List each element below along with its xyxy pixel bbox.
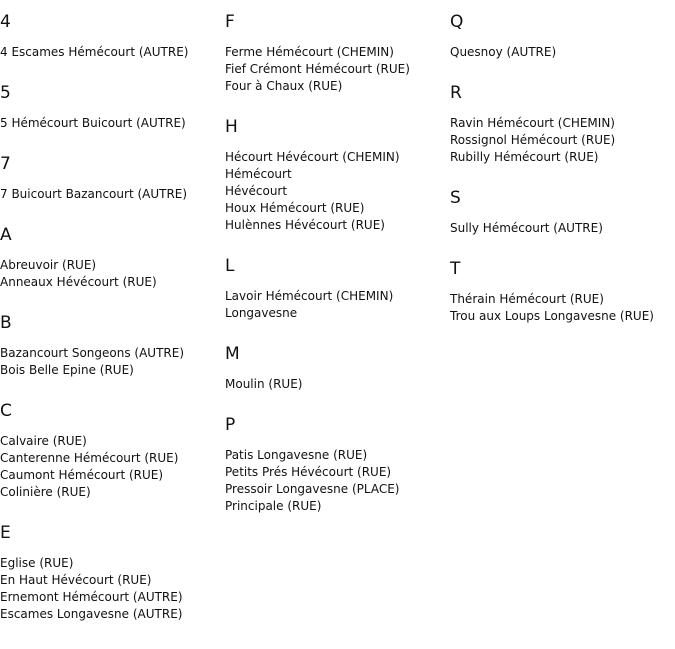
letter-heading: 7: [0, 154, 11, 174]
street-list: [450, 220, 675, 237]
street-link[interactable]: Quesnoy (AUTRE): [450, 45, 557, 59]
street-list-item: [450, 291, 675, 308]
street-list-item: [0, 467, 225, 484]
street-list-item: [225, 288, 450, 305]
street-link[interactable]: Moulin (RUE): [225, 377, 303, 391]
street-link[interactable]: Ravin Hémécourt (CHEMIN): [450, 116, 615, 130]
street-link[interactable]: Bazancourt Songeons (AUTRE): [0, 346, 185, 360]
letter-group: [450, 237, 675, 325]
letter-heading: E: [0, 523, 11, 543]
street-list-item: [225, 498, 450, 515]
street-list: [450, 44, 675, 61]
letter-heading: B: [0, 313, 12, 333]
street-list-item: [225, 61, 450, 78]
street-link[interactable]: Calvaire (RUE): [0, 434, 87, 448]
street-list-item: [0, 186, 225, 203]
street-list-item: [450, 220, 675, 237]
letter-group: [0, 291, 225, 379]
letter-group: [0, 132, 225, 203]
street-link[interactable]: Abreuvoir (RUE): [0, 258, 97, 272]
street-list-item: [0, 484, 225, 501]
letter-heading: A: [0, 225, 12, 245]
street-list-item: [0, 257, 225, 274]
street-list-item: [450, 308, 675, 325]
letter-heading: T: [450, 259, 461, 279]
street-link[interactable]: Rossignol Hémécourt (RUE): [450, 133, 616, 147]
street-index-column-2: [225, 0, 450, 515]
street-list-item: [0, 555, 225, 572]
street-list-item: [225, 149, 450, 166]
street-link[interactable]: Lavoir Hémécourt (CHEMIN): [225, 289, 394, 303]
street-link[interactable]: Trou aux Loups Longavesne (RUE): [450, 309, 654, 323]
street-list-item: [0, 450, 225, 467]
letter-heading: H: [225, 117, 238, 137]
street-link[interactable]: Sully Hémécourt (AUTRE): [450, 221, 603, 235]
street-index-column-3: [450, 0, 675, 325]
street-list-item: [225, 481, 450, 498]
street-link[interactable]: Canterenne Hémécourt (RUE): [0, 451, 179, 465]
street-list-item: [225, 447, 450, 464]
street-list-item: [225, 183, 450, 200]
street-link[interactable]: Houx Hémécourt (RUE): [225, 201, 365, 215]
street-link[interactable]: Ernemont Hémécourt (AUTRE): [0, 590, 183, 604]
street-list: [225, 447, 450, 515]
street-link[interactable]: Pressoir Longavesne (PLACE): [225, 482, 400, 496]
letter-group: [0, 61, 225, 132]
street-list: [225, 149, 450, 234]
street-list-item: [225, 166, 450, 183]
street-list-item: [0, 274, 225, 291]
street-list-item: [450, 44, 675, 61]
street-link[interactable]: Longavesne: [225, 306, 298, 320]
letter-heading: 4: [0, 12, 11, 32]
street-list-item: [0, 433, 225, 450]
street-list-item: [225, 44, 450, 61]
street-link[interactable]: 7 Buicourt Bazancourt (AUTRE): [0, 187, 188, 201]
street-list-item: [450, 132, 675, 149]
letter-heading: 5: [0, 83, 11, 103]
street-list-item: [225, 305, 450, 322]
street-list-item: [0, 345, 225, 362]
street-link[interactable]: Eglise (RUE): [0, 556, 74, 570]
street-list-item: [450, 149, 675, 166]
street-link[interactable]: Rubilly Hémécourt (RUE): [450, 150, 599, 164]
street-link[interactable]: Principale (RUE): [225, 499, 322, 513]
street-link[interactable]: Four à Chaux (RUE): [225, 79, 343, 93]
letter-group: [225, 95, 450, 234]
letter-heading: R: [450, 83, 462, 103]
street-link[interactable]: Patis Longavesne (RUE): [225, 448, 368, 462]
letter-heading: Q: [450, 12, 464, 32]
letter-heading: M: [225, 344, 240, 364]
letter-group: [450, 0, 675, 61]
street-link[interactable]: Thérain Hémécourt (RUE): [450, 292, 604, 306]
street-link[interactable]: Escames Longavesne (AUTRE): [0, 607, 183, 621]
street-link[interactable]: Bois Belle Epine (RUE): [0, 363, 134, 377]
street-list: [0, 115, 225, 132]
letter-group: [0, 203, 225, 291]
street-list: [450, 291, 675, 325]
letter-group: [0, 501, 225, 623]
street-list-item: [225, 376, 450, 393]
letter-group: [0, 379, 225, 501]
street-list: [450, 115, 675, 166]
street-list: [0, 257, 225, 291]
letter-heading: F: [225, 12, 235, 32]
street-link[interactable]: Anneaux Hévécourt (RUE): [0, 275, 157, 289]
letter-group: [225, 234, 450, 322]
street-link[interactable]: Colinière (RUE): [0, 485, 91, 499]
street-list: [225, 44, 450, 95]
street-list-item: [0, 589, 225, 606]
street-list: [0, 555, 225, 623]
street-list: [0, 44, 225, 61]
street-link[interactable]: Ferme Hémécourt (CHEMIN): [225, 45, 394, 59]
letter-group: [0, 0, 225, 61]
street-index-column-1: [0, 0, 225, 623]
letter-group: [450, 61, 675, 166]
letter-group: [225, 393, 450, 515]
street-link[interactable]: En Haut Hévécourt (RUE): [0, 573, 152, 587]
letter-heading: P: [225, 415, 236, 435]
letter-heading: L: [225, 256, 235, 276]
street-list-item: [225, 464, 450, 481]
street-list: [0, 186, 225, 203]
street-link[interactable]: Hémécourt: [225, 167, 292, 181]
street-list: [225, 288, 450, 322]
street-list-item: [0, 572, 225, 589]
letter-group: [225, 322, 450, 393]
street-list-item: [225, 217, 450, 234]
street-link[interactable]: Hécourt Hévécourt (CHEMIN): [225, 150, 400, 164]
street-list: [0, 345, 225, 379]
street-list: [0, 433, 225, 501]
street-link[interactable]: Hévécourt: [225, 184, 288, 198]
street-link[interactable]: 5 Hémécourt Buicourt (AUTRE): [0, 116, 186, 130]
letter-group: [450, 166, 675, 237]
street-list-item: [0, 362, 225, 379]
street-link[interactable]: Fief Crémont Hémécourt (RUE): [225, 62, 410, 76]
street-list: [225, 376, 450, 393]
street-link[interactable]: Petits Prés Hévécourt (RUE): [225, 465, 392, 479]
street-list-item: [450, 115, 675, 132]
street-link[interactable]: Hulènnes Hévécourt (RUE): [225, 218, 385, 232]
street-list-item: [225, 78, 450, 95]
letter-group: [225, 0, 450, 95]
street-list-item: [0, 606, 225, 623]
letter-heading: S: [450, 188, 461, 208]
letter-heading: C: [0, 401, 12, 421]
street-link[interactable]: 4 Escames Hémécourt (AUTRE): [0, 45, 189, 59]
street-link[interactable]: Caumont Hémécourt (RUE): [0, 468, 164, 482]
street-list-item: [0, 115, 225, 132]
street-list-item: [225, 200, 450, 217]
street-list-item: [0, 44, 225, 61]
